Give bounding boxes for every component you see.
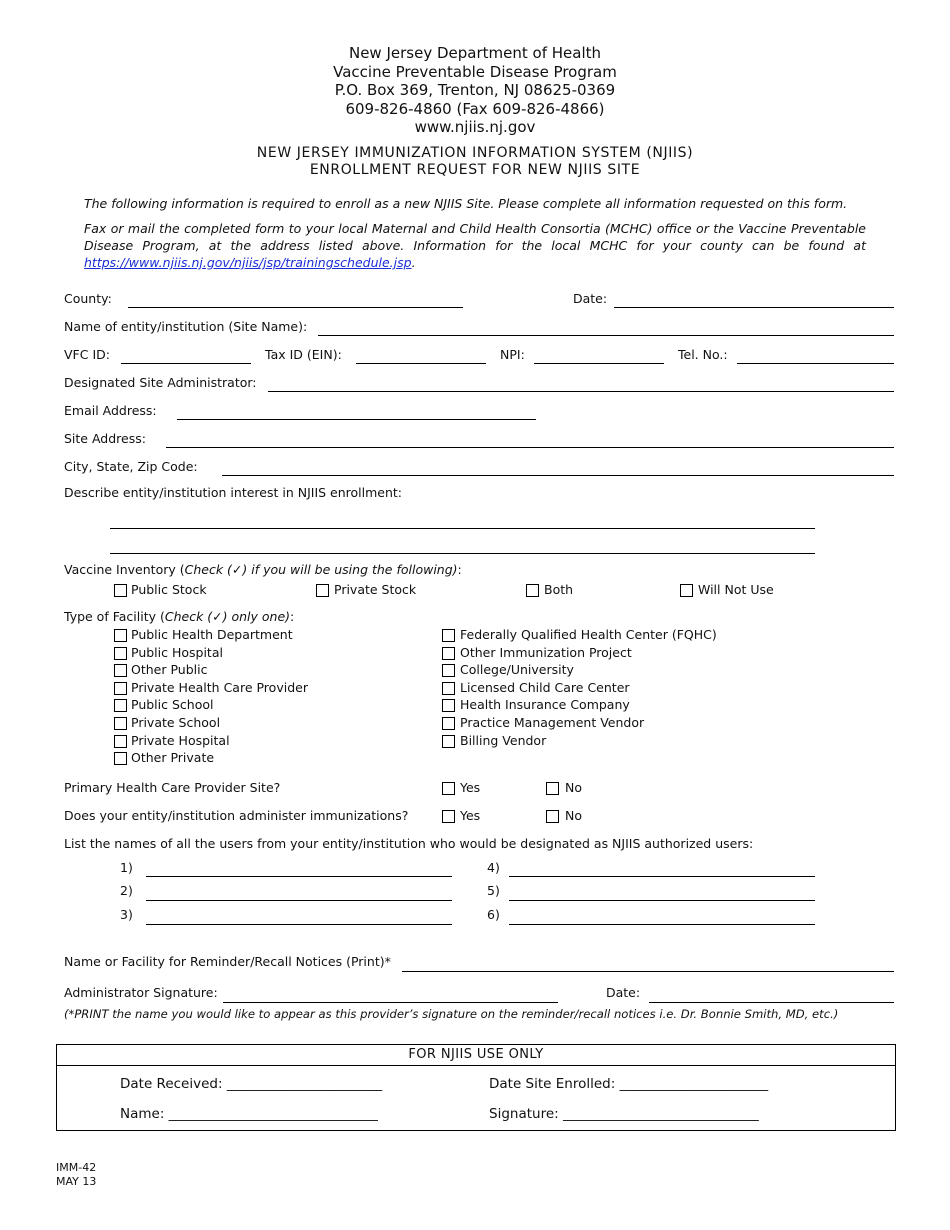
user-number: 5) [487,883,500,898]
site-address-label: Site Address: [64,431,146,446]
site-admin-field[interactable] [268,391,894,392]
facility-option-label: Private School [131,715,221,730]
facility-option-label: Health Insurance Company [460,697,630,712]
user-number: 6) [487,907,500,922]
tax-id-field[interactable] [356,363,486,364]
facility-option-label: Practice Management Vendor [460,715,645,730]
signature-date-label: Date: [606,985,641,1000]
both-checkbox[interactable] [526,584,539,597]
user-number: 3) [120,907,133,922]
agency-header [0,44,950,137]
vfc-id-label: VFC ID: [64,347,110,362]
will-not-use-checkbox[interactable] [680,584,693,597]
administer-yes-checkbox[interactable] [442,810,455,823]
primary-site-no-label: No [565,780,582,795]
site-admin-label: Designated Site Administrator: [64,375,257,390]
interest-label: Describe entity/institution interest in NJIIS enrollment: [64,485,403,500]
office-use-box [56,1044,896,1131]
vaccine-inventory-label [64,562,462,577]
site-name-label: Name of entity/institution (Site Name): [64,319,308,334]
facility-option-checkbox[interactable] [442,735,455,748]
email-label: Email Address: [64,403,157,418]
interest-field-line-1[interactable] [110,528,815,529]
admin-signature-label: Administrator Signature: [64,985,218,1000]
tax-id-label: Tax ID (EIN): [265,347,342,362]
tel-field[interactable] [737,363,894,364]
county-field[interactable] [128,307,463,308]
administer-no-label: No [565,808,582,823]
user-number: 2) [120,883,133,898]
user-number: 4) [487,860,500,875]
facility-option-label: Other Public [131,662,208,677]
city-state-zip-field[interactable] [222,475,894,476]
site-name-field[interactable] [318,335,894,336]
form-revision: MAY 13 [56,1175,97,1188]
user-5-field[interactable] [509,900,815,901]
website: www.njiis.nj.gov [414,118,536,136]
vaccine-inventory-label-suffix: : [457,562,462,577]
office-use-heading: FOR NJIIS USE ONLY [57,1045,895,1066]
user-2-field[interactable] [146,900,452,901]
user-3-field[interactable] [146,924,452,925]
facility-option-checkbox[interactable] [442,664,455,677]
facility-type-label-suffix: : [290,609,295,624]
reminder-name-label: Name or Facility for Reminder/Recall Notices (Print)* [64,954,391,969]
print-note: (*PRINT the name you would like to appear as this provider’s signature on the reminder/recall notices i.e. Dr. Bonnie Smith, MD, etc.) [64,1007,839,1021]
user-number: 1) [120,860,133,875]
both-label: Both [544,582,574,597]
email-field[interactable] [177,419,536,420]
private-stock-label: Private Stock [334,582,417,597]
city-state-zip-label: City, State, Zip Code: [64,459,198,474]
signature-date-field[interactable] [649,1002,894,1003]
vfc-id-field[interactable] [121,363,251,364]
tel-label: Tel. No.: [678,347,728,362]
training-schedule-link[interactable]: https://www.njiis.nj.gov/njiis/jsp/trainingschedule.jsp [84,255,412,270]
vaccine-inventory-label-instruction: Check (✓) if you will be using the following) [184,562,458,577]
office-name-field: Name: _______________________________ [120,1106,378,1122]
facility-option-checkbox[interactable] [442,699,455,712]
user-1-field[interactable] [146,876,452,877]
facility-option-label: Licensed Child Care Center [460,680,630,695]
facility-option-label: Other Immunization Project [460,645,632,660]
facility-option-label: Federally Qualified Health Center (FQHC) [460,627,717,642]
facility-option-checkbox[interactable] [114,647,127,660]
public-stock-checkbox[interactable] [114,584,127,597]
facility-option-checkbox[interactable] [114,717,127,730]
facility-option-checkbox[interactable] [442,682,455,695]
mailing-address: P.O. Box 369, Trenton, NJ 08625-0369 [334,81,616,99]
public-stock-label: Public Stock [131,582,207,597]
office-signature-field: Signature: _____________________________ [489,1106,759,1122]
facility-option-checkbox[interactable] [442,717,455,730]
private-stock-checkbox[interactable] [316,584,329,597]
facility-option-checkbox[interactable] [442,647,455,660]
date-label: Date: [573,291,608,306]
facility-option-checkbox[interactable] [114,664,127,677]
administer-yes-label: Yes [460,808,481,823]
site-address-field[interactable] [166,447,894,448]
facility-option-checkbox[interactable] [114,752,127,765]
primary-site-no-checkbox[interactable] [546,782,559,795]
form-title-line1: NEW JERSEY IMMUNIZATION INFORMATION SYSTEM (NJIIS) [256,145,694,161]
intro-paragraph-2-text: Fax or mail the completed form to your local Maternal and Child Health Consortia (MCHC) office or the Vaccine Preventable Disease Program, at the address listed above. Information for the local MCHC for your county can be found at [84,221,866,253]
npi-field[interactable] [534,363,664,364]
administer-no-checkbox[interactable] [546,810,559,823]
facility-option-label: Private Hospital [131,733,230,748]
date-received-field: Date Received: _______________________ [120,1076,383,1092]
phone-fax: 609-826-4860 (Fax 609-826-4866) [345,99,605,118]
reminder-name-field[interactable] [402,971,894,972]
facility-type-label [64,609,294,624]
facility-option-label: Private Health Care Provider [131,680,308,695]
will-not-use-label: Will Not Use [698,582,774,597]
date-field[interactable] [614,307,894,308]
intro-link-suffix: . [411,255,416,270]
intro-paragraph-2 [84,220,866,271]
form-title-line2: ENROLLMENT REQUEST FOR NEW NJIIS SITE [309,162,641,178]
intro-paragraph-1: The following information is required to enroll as a new NJIIS Site. Please complete all information requested on this form. [84,196,848,211]
agency-name: New Jersey Department of Health [348,44,601,62]
interest-field-line-2[interactable] [110,553,815,554]
program-name: Vaccine Preventable Disease Program [333,62,617,81]
user-4-field[interactable] [509,876,815,877]
facility-option-label: Public Health Department [131,627,293,642]
form-id: IMM-42 [56,1161,97,1174]
facility-option-checkbox[interactable] [442,629,455,642]
administer-question: Does your entity/institution administer immunizations? [64,808,409,823]
facility-type-label-prefix: Type of Facility ( [64,609,165,624]
users-label: List the names of all the users from your entity/institution who would be designated as NJIIS authorized users: [64,836,754,851]
facility-option-checkbox[interactable] [114,682,127,695]
facility-option-checkbox[interactable] [114,629,127,642]
user-6-field[interactable] [509,924,815,925]
vaccine-inventory-label-prefix: Vaccine Inventory ( [64,562,185,577]
primary-site-yes-label: Yes [460,780,481,795]
admin-signature-field[interactable] [223,1002,558,1003]
primary-site-question: Primary Health Care Provider Site? [64,780,281,795]
facility-type-label-instruction: Check (✓) only one) [164,609,291,624]
county-label: County: [64,291,112,306]
form-title [0,145,950,179]
facility-option-label: Public School [131,697,214,712]
primary-site-yes-checkbox[interactable] [442,782,455,795]
facility-option-checkbox[interactable] [114,699,127,712]
npi-label: NPI: [500,347,525,362]
facility-option-label: College/University [460,662,574,677]
facility-option-label: Billing Vendor [460,733,547,748]
facility-option-checkbox[interactable] [114,735,127,748]
date-enrolled-field: Date Site Enrolled: ______________________ [489,1076,769,1092]
facility-option-label: Public Hospital [131,645,223,660]
facility-option-label: Other Private [131,750,215,765]
